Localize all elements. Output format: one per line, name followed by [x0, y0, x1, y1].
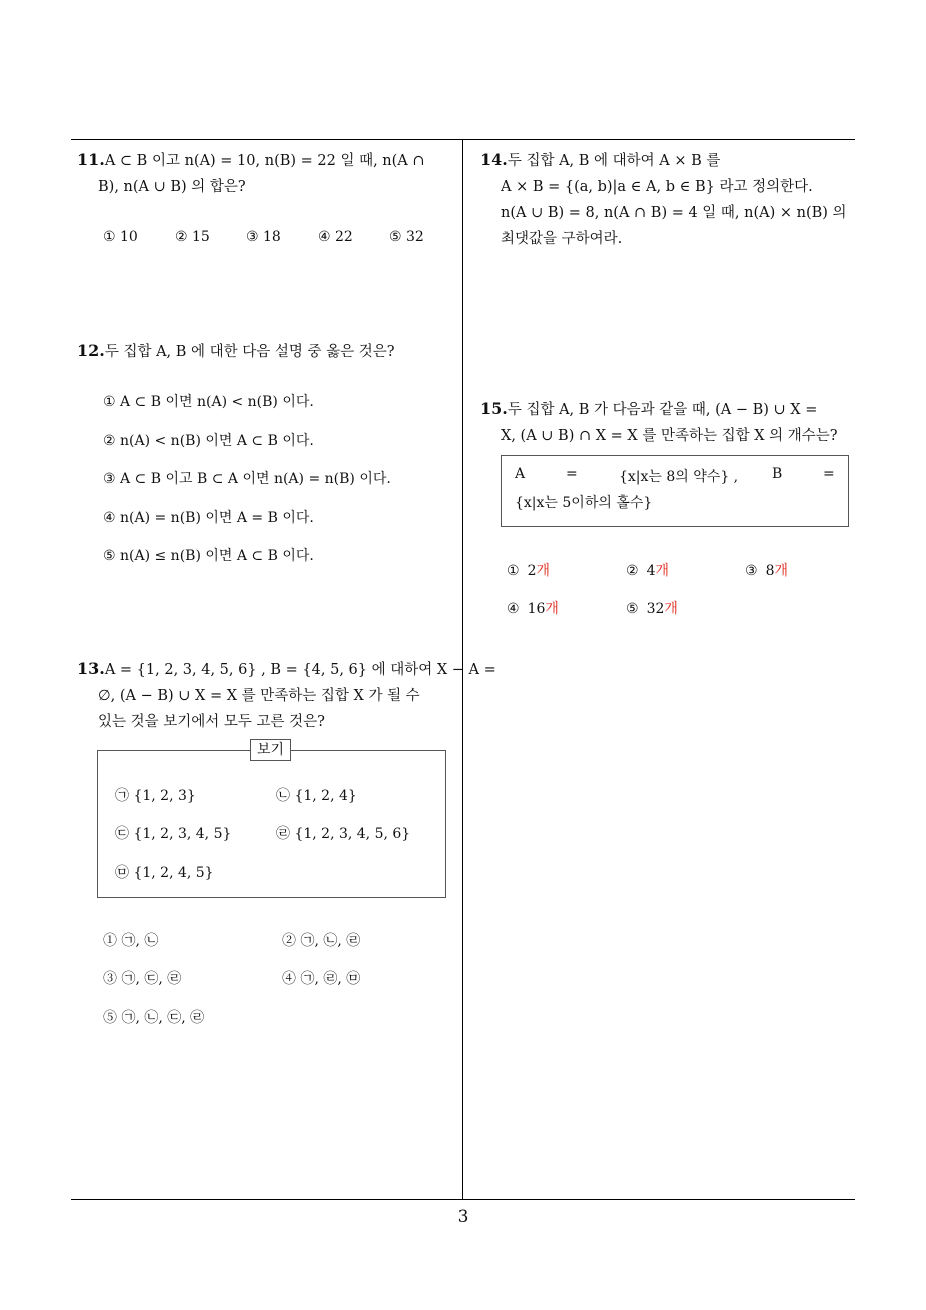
set-a-equals: = [566, 466, 578, 482]
set-b-definition: {x|x는 5이하의 홀수} [515, 495, 653, 511]
choice-1[interactable]: ① 10 [103, 229, 138, 245]
question-15-text1: 두 집합 A, B 가 다음과 같을 때, (A − B) ∪ X = [507, 402, 818, 418]
question-13-line3: 있는 것을 보기에서 모두 고른 것은? [98, 714, 325, 730]
question-11-line1 [77, 147, 457, 174]
bogi-item-c: ㉢ {1, 2, 3, 4, 5} [115, 826, 232, 842]
question-11 [77, 147, 457, 200]
question-11-line2: B), n(A ∪ B) 의 합은? [98, 179, 246, 195]
bogi-item-e: ㉤ {1, 2, 4, 5} [115, 865, 214, 881]
question-14-line3: n(A ∪ B) = 8, n(A ∩ B) = 4 일 때, n(A) × n(B) 의 [501, 205, 847, 221]
question-13-choice-2[interactable]: ② ㉠, ㉡, ㉣ [282, 933, 361, 949]
question-14-line4: 최댓값을 구하여라. [501, 231, 623, 247]
page-number: 3 [457, 1207, 469, 1227]
question-13-choice-4[interactable]: ④ ㉠, ㉣, ㉤ [282, 971, 361, 987]
choice-4[interactable]: ④ 22 [318, 229, 353, 245]
question-15-number: 15. [480, 399, 508, 418]
bottom-rule [71, 1199, 855, 1200]
question-11-choices [103, 229, 443, 249]
question-15-choice-5[interactable]: ⑤ 32개 [626, 601, 678, 617]
question-14-line2: A × B = {(a, b)|a ∈ A, b ∈ B} 라고 정의한다. [501, 179, 813, 195]
question-12-choice-2[interactable]: ② n(A) < n(B) 이면 A ⊂ B 이다. [103, 433, 314, 449]
question-14-number: 14. [480, 150, 508, 169]
bogi-item-d: ㉣ {1, 2, 3, 4, 5, 6} [276, 826, 411, 842]
question-15-line2: X, (A ∪ B) ∩ X = X 를 만족하는 집합 X 의 개수는? [501, 428, 838, 444]
question-13-line2: ∅, (A − B) ∪ X = X 를 만족하는 집합 X 가 될 수 [98, 688, 420, 704]
question-14-text1: 두 집합 A, B 에 대하여 A × B 를 [507, 153, 721, 169]
set-b-label: B [772, 466, 783, 482]
question-11-number: 11. [77, 150, 105, 169]
question-15-line1 [480, 396, 860, 423]
question-13-line1 [77, 656, 496, 683]
question-12-choice-5[interactable]: ⑤ n(A) ≤ n(B) 이면 A ⊂ B 이다. [103, 548, 314, 564]
question-15 [480, 396, 860, 449]
question-13-number: 13. [77, 659, 105, 678]
set-a-definition: {x|x는 8의 약수} , [619, 469, 739, 485]
question-12-choice-3[interactable]: ③ A ⊂ B 이고 B ⊂ A 이면 n(A) = n(B) 이다. [103, 471, 391, 487]
question-12 [77, 338, 457, 365]
question-12-choice-4[interactable]: ④ n(A) = n(B) 이면 A = B 이다. [103, 510, 314, 526]
question-13-choice-3[interactable]: ③ ㉠, ㉢, ㉣ [103, 971, 182, 987]
question-13-text1: A = {1, 2, 3, 4, 5, 6} , B = {4, 5, 6} 에 대하여 X − A = [104, 662, 496, 678]
question-12-choice-1[interactable]: ① A ⊂ B 이면 n(A) < n(B) 이다. [103, 394, 314, 410]
set-b-equals: = [823, 466, 835, 482]
question-15-choice-3[interactable]: ③ 8개 [745, 563, 789, 579]
choice-5[interactable]: ⑤ 32 [389, 229, 424, 245]
question-15-choice-4[interactable]: ④ 16개 [507, 601, 559, 617]
question-13-choice-1[interactable]: ① ㉠, ㉡ [103, 933, 159, 949]
question-11-text1: A ⊂ B 이고 n(A) = 10, n(B) = 22 일 때, n(A ∩ [104, 153, 425, 169]
question-12-number: 12. [77, 341, 105, 360]
question-13 [77, 656, 496, 735]
choice-2[interactable]: ② 15 [175, 229, 210, 245]
top-rule [71, 139, 855, 140]
question-14-line1 [480, 147, 860, 174]
question-12-text1: 두 집합 A, B 에 대한 다음 설명 중 옳은 것은? [104, 344, 395, 360]
question-13-choice-5[interactable]: ⑤ ㉠, ㉡, ㉢, ㉣ [103, 1010, 205, 1026]
question-15-choice-2[interactable]: ② 4개 [626, 563, 670, 579]
set-a-label: A [515, 466, 526, 482]
set-box-line1 [515, 466, 835, 488]
bogi-item-b: ㉡ {1, 2, 4} [276, 788, 357, 804]
question-14 [480, 147, 860, 252]
bogi-item-a: ㉠ {1, 2, 3} [115, 788, 196, 804]
bogi-title: 보기 [250, 739, 291, 761]
question-12-line1 [77, 338, 457, 365]
choice-3[interactable]: ③ 18 [246, 229, 281, 245]
question-15-choice-1[interactable]: ① 2개 [507, 563, 551, 579]
